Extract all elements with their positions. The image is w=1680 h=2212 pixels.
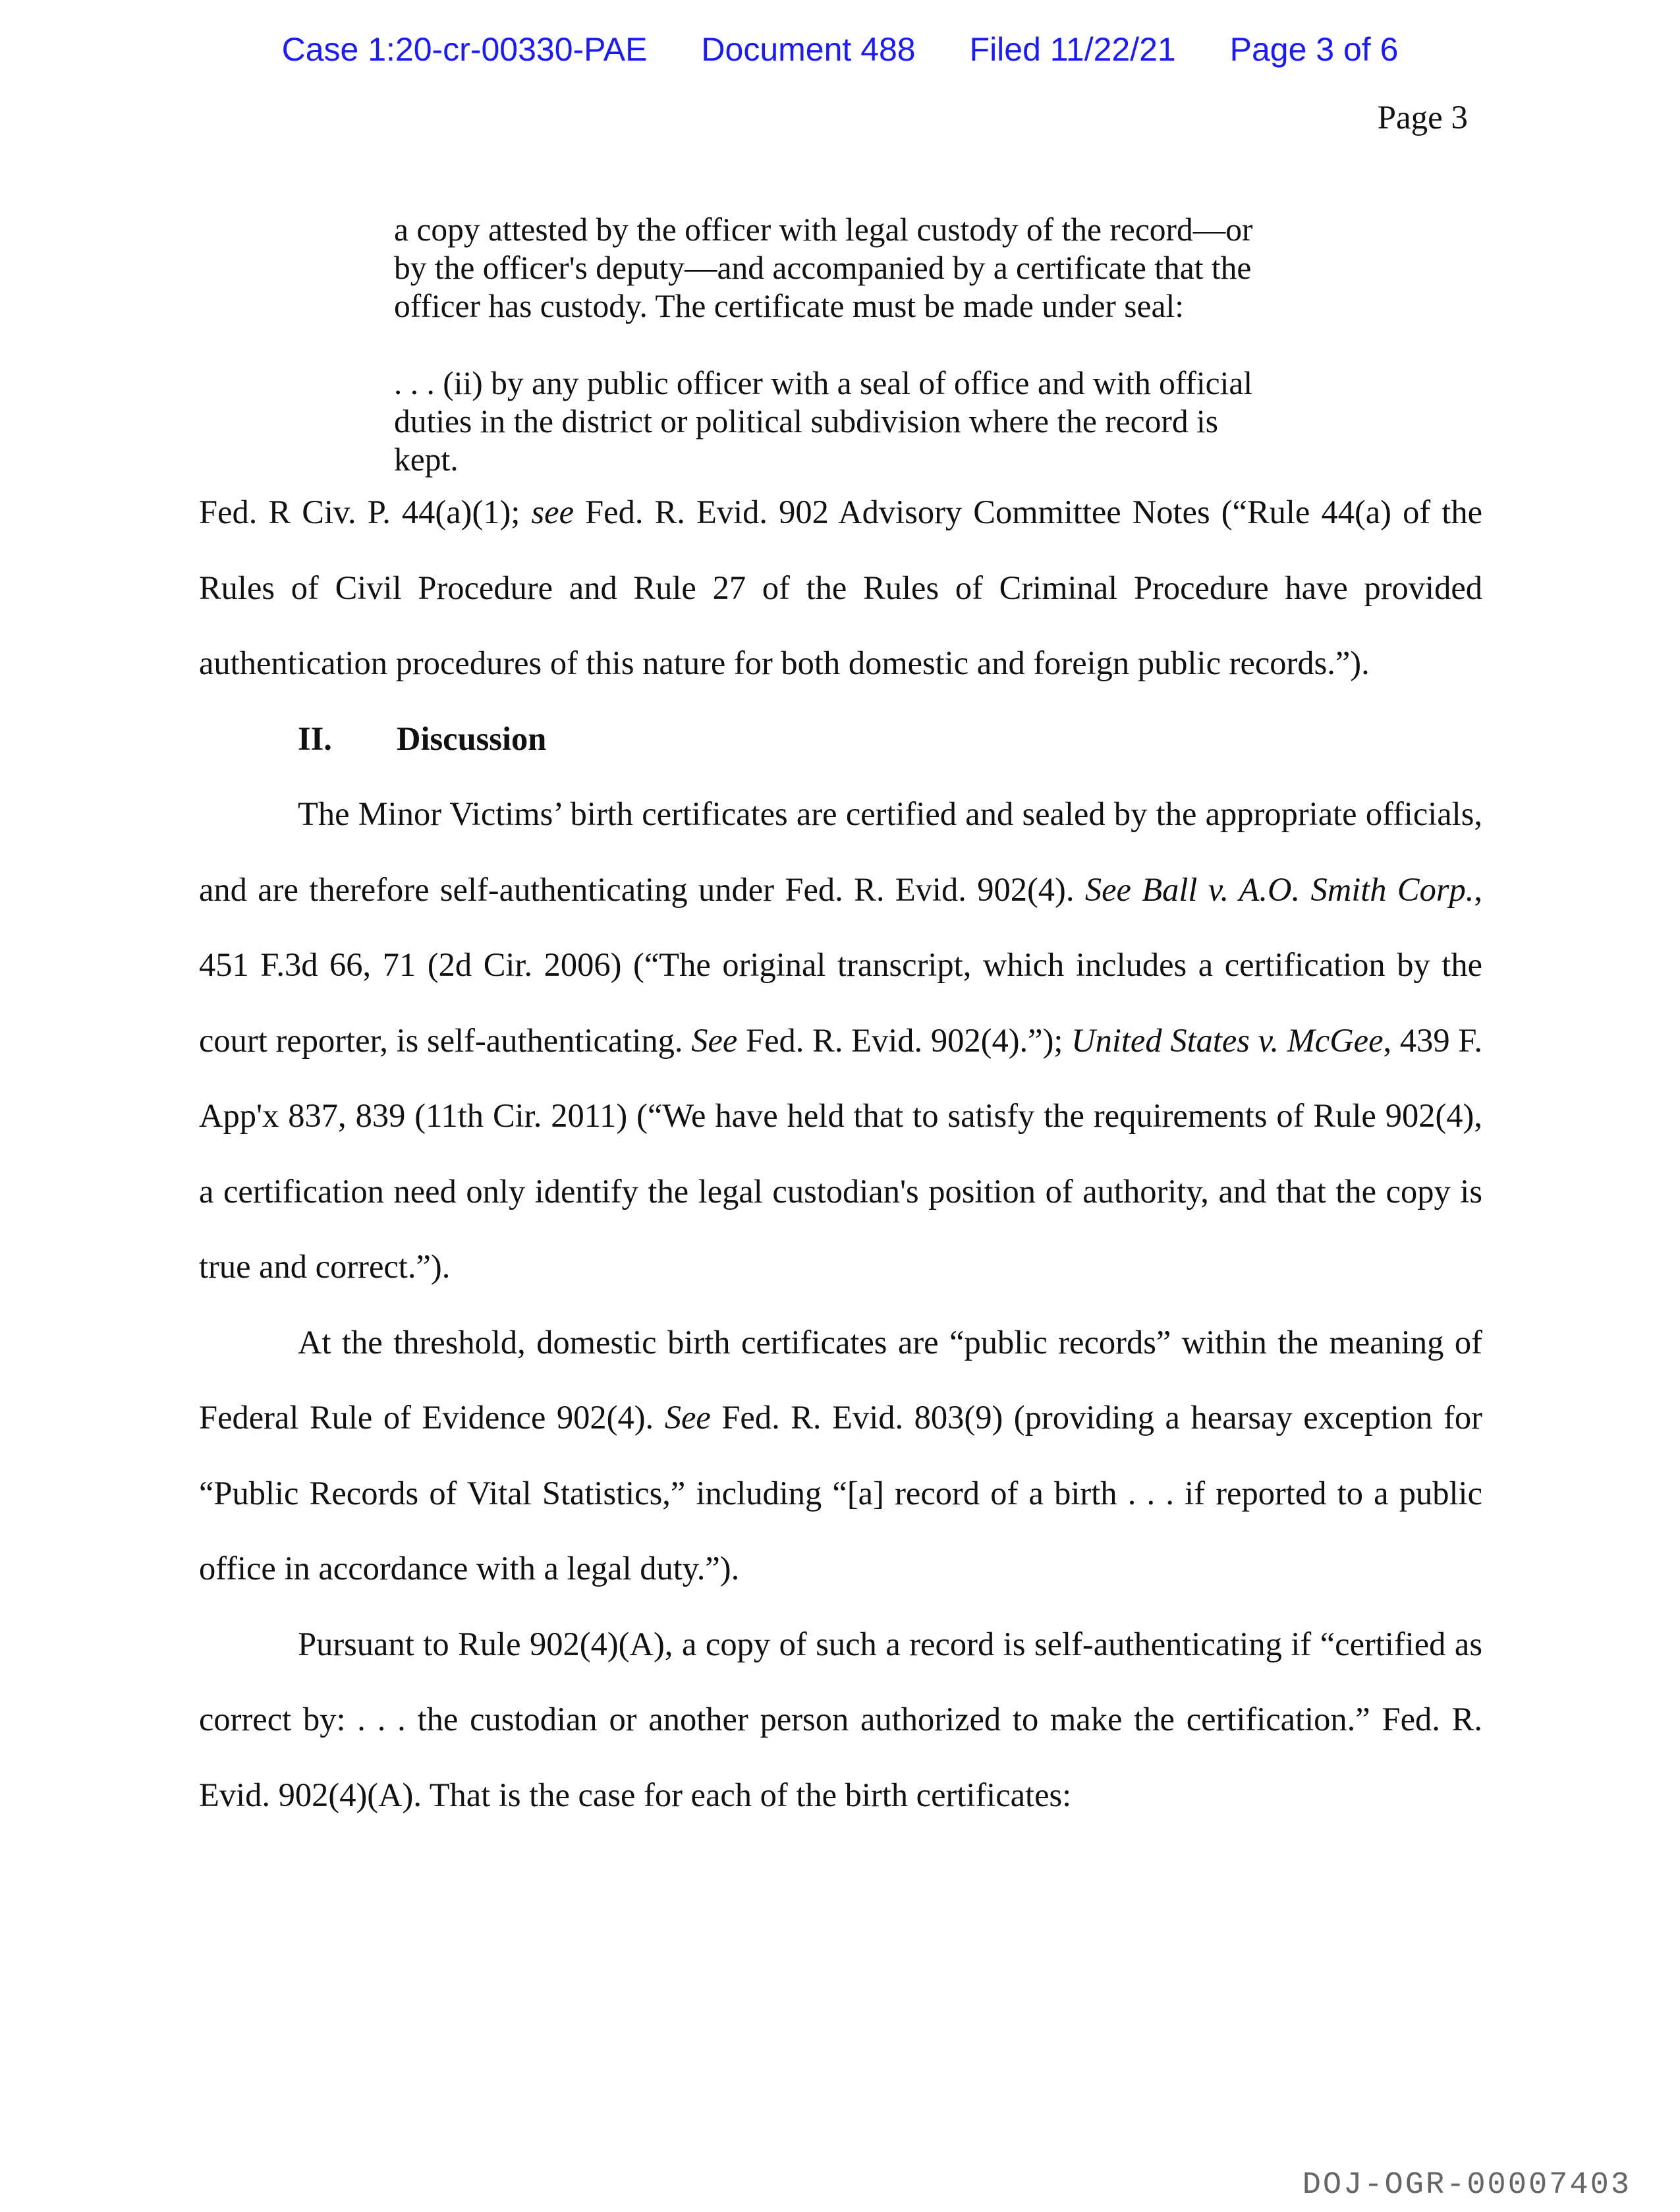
- block-quote-2: [394, 364, 1285, 479]
- section-title: Discussion: [397, 720, 547, 757]
- document-number: Document 488: [701, 31, 916, 68]
- page-label: Page 3: [1377, 99, 1468, 136]
- paragraph-self-authenticating: The Minor Victims’ birth certificates are certified and sealed by the appropriate officials, and are therefore self-authenticating under Fed. R. Evid. 902(4). See Ball v. A.O. Smith Corp., 451 F.3d 66, 71 (2d Cir. 2006) (“The original transcript, which includes a certification by the court reporter, is self-authenticating. See Fed. R. Evid. 902(4).”); United States v. McGee, 439 F. App'x 837, 839 (11th Cir. 2011) (“We have held that to satisfy the requirements of Rule 902(4), a certification need only identify the legal custodian's position of authority, and that the copy is true and correct.”).: [199, 795, 1482, 1285]
- block-quote-para-1: a copy attested by the officer with legal custody of the record—or by the officer's deputy—and accompanied by a certificate that the officer has custody. The certificate must be made under seal:: [394, 212, 1253, 324]
- case-number: Case 1:20-cr-00330-PAE: [281, 31, 648, 68]
- paragraph-rule-902: Pursuant to Rule 902(4)(A), a copy of such a record is self-authenticating if “certified as correct by: . . . the custodian or another person authorized to make the certification.” Fed. R. Evid. 902(4)(A). That is the case for each of the birth certificates:: [199, 1625, 1482, 1813]
- case-ball: See Ball v. A.O. Smith Corp.: [1084, 870, 1474, 908]
- ecf-header: [0, 30, 1680, 69]
- block-quote-para-2: . . . (ii) by any public officer with a seal of office and with official duties in the district or political subdivision where the record is kept.: [394, 365, 1253, 478]
- section-numeral: II.: [298, 720, 332, 757]
- block-quote: [394, 211, 1285, 326]
- bates-number: DOJ-OGR-00007403: [1302, 2168, 1631, 2203]
- page-of: Page 3 of 6: [1229, 31, 1399, 68]
- filed-date: Filed 11/22/21: [969, 31, 1176, 68]
- case-mcgee: United States v. McGee: [1071, 1021, 1384, 1059]
- document-body: [199, 474, 1482, 1832]
- citation-paragraph: Fed. R Civ. P. 44(a)(1); see Fed. R. Evid. 902 Advisory Committee Notes (“Rule 44(a) of the Rules of Civil Procedure and Rule 27 of the Rules of Criminal Procedure have provided authentication procedures of this nature for both domestic and foreign public records.”).: [199, 494, 1482, 681]
- section-heading: [199, 701, 1482, 777]
- paragraph-public-records: At the threshold, domestic birth certificates are “public records” within the meaning of Federal Rule of Evidence 902(4). See Fed. R. Evid. 803(9) (providing a hearsay exception for “Public Records of Vital Statistics,” including “[a] record of a birth . . . if reported to a public office in accordance with a legal duty.”).: [199, 1323, 1482, 1587]
